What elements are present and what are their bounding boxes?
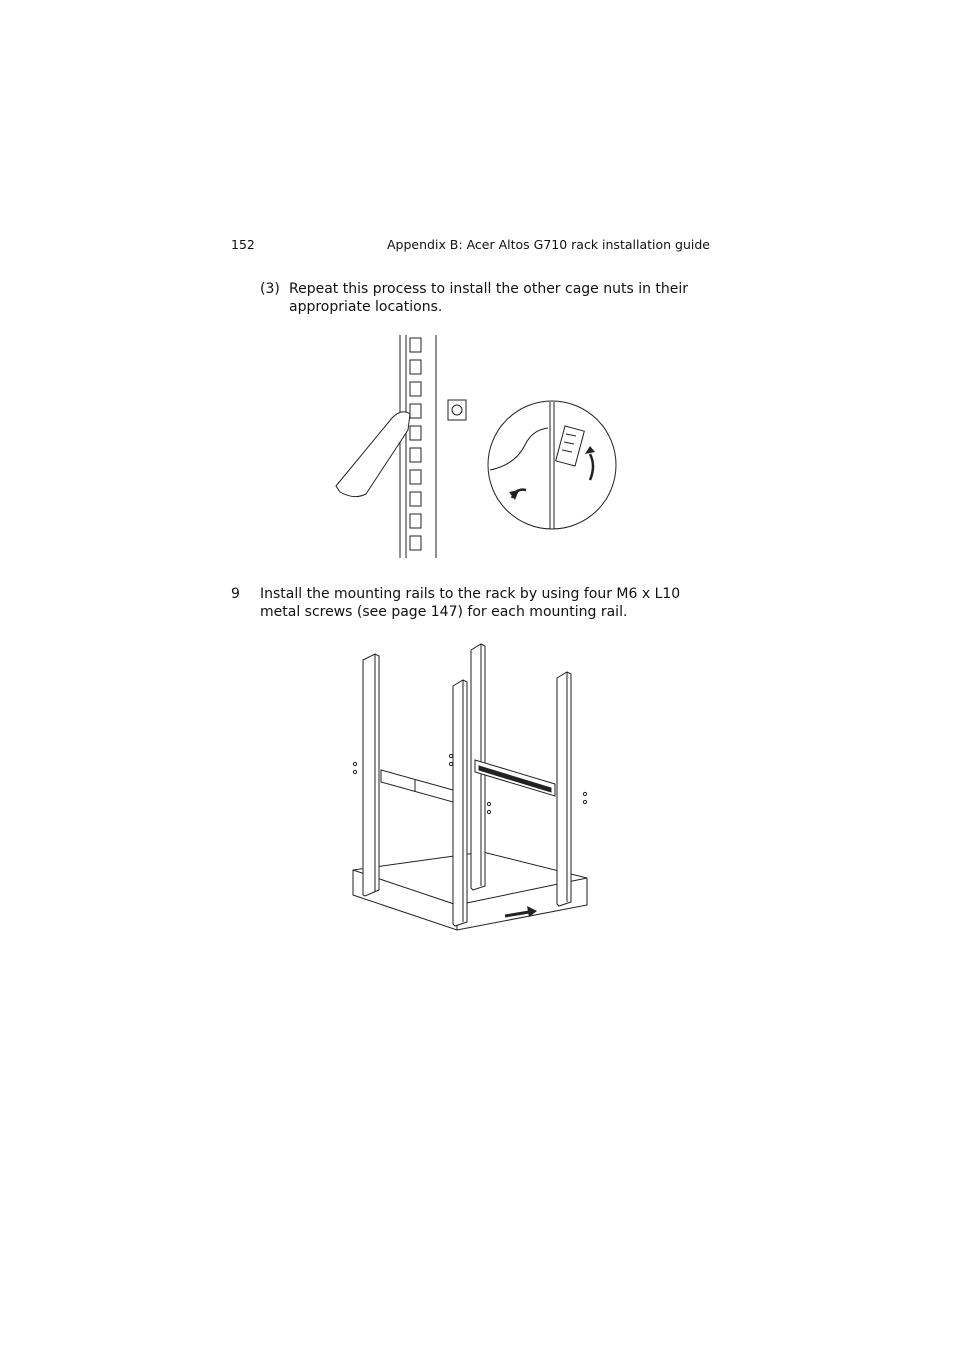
mounting-rail-illustration bbox=[345, 640, 595, 955]
cage-nut-illustration bbox=[320, 330, 630, 565]
page-number: 152 bbox=[231, 237, 255, 252]
running-header: Appendix B: Acer Altos G710 rack installation guide bbox=[387, 237, 710, 252]
step-number: (3) bbox=[260, 281, 280, 297]
step-text: Install the mounting rails to the rack by using four M6 x L10 metal screws (see page 147) for each mounting rail. bbox=[260, 586, 681, 620]
step-text: Repeat this process to install the other cage nuts in their appropriate locations. bbox=[289, 281, 689, 315]
step-number: 9 bbox=[231, 586, 240, 602]
